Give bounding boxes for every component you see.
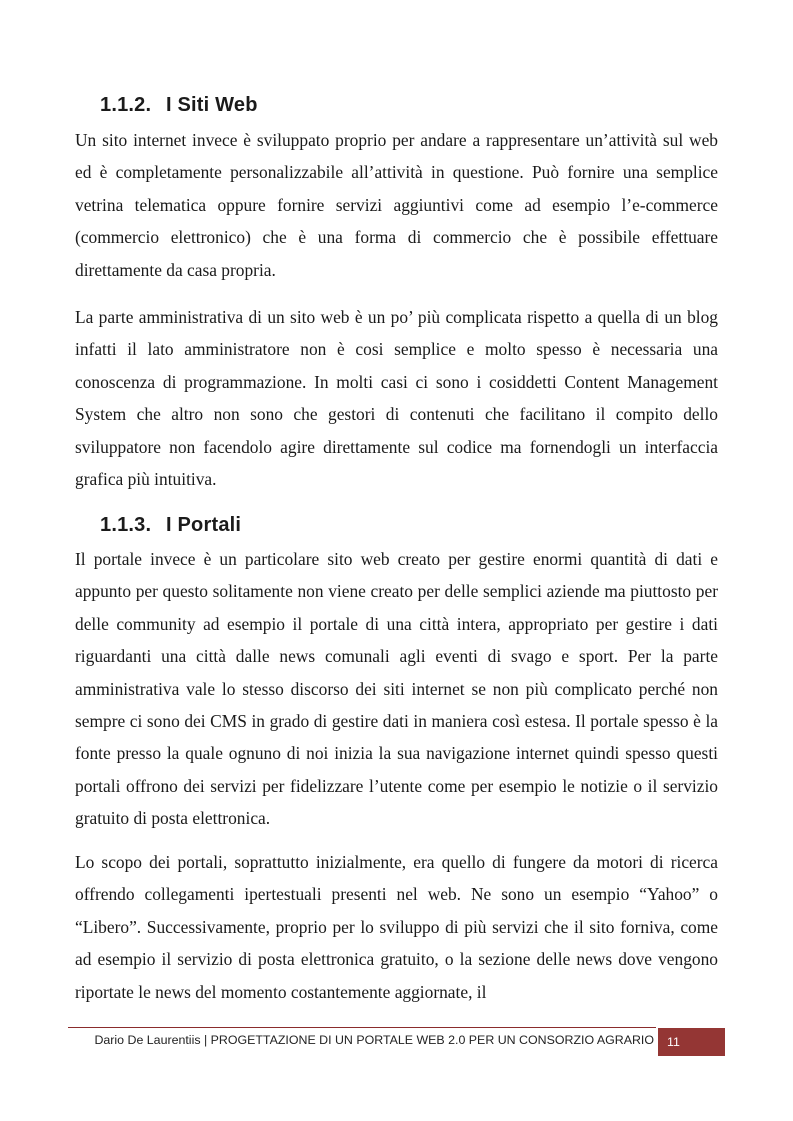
section-title: I Siti Web bbox=[166, 94, 258, 116]
paragraph: La parte amministrativa di un sito web è un po’ più complicata rispetto a quella di un blog infatti il lato amministratore non è cosi semplice e molto spesso è necessaria una conoscenza di programmazione. In molti casi ci sono i cosiddetti Content Management System che altro non sono che gestori di contenuti che facilitano il compito dello sviluppatore non facendolo agire direttamente sul codice ma fornendogli un interfaccia grafica più intuitiva. bbox=[75, 307, 718, 490]
section-title: I Portali bbox=[166, 514, 242, 536]
paragraph: Il portale invece è un particolare sito web creato per gestire enormi quantità di dati e appunto per questo solitamente non viene creato per delle semplici aziende ma piuttosto per delle community ad esempio il portale di una città intera, appropriato per gestire i dati riguardanti una città dalle news comunali agli eventi di svago e sport. Per la parte amministrativa vale lo stesso discorso dei siti internet se non più complicato perché non sempre ci sono dei CMS in grado di gestire dati in maniera così estesa. Il portale spesso è la fonte presso la quale ognuno di noi inizia la sua navigazione internet quindi spesso questi portali offrono dei servizi per fidelizzare l’utente come per esempio le notizie o il servizio gratuito di posta elettronica. bbox=[75, 549, 718, 829]
section-heading-portali bbox=[100, 514, 241, 537]
section-number: 1.1.2. bbox=[100, 94, 152, 116]
page-number-badge: 11 bbox=[658, 1028, 725, 1056]
footer-divider bbox=[68, 1027, 656, 1028]
paragraph: Lo scopo dei portali, soprattutto inizialmente, era quello di fungere da motori di ricerca offrendo collegamenti ipertestuali presenti nel web. Ne sono un esempio “Yahoo” o “Libero”. Successivamente, proprio per lo sviluppo di più servizi che il sito forniva, come ad esempio il servizio di posta elettronica gratuito, o la sezione delle news dove vengono riportate le news del momento costantemente aggiornate, il bbox=[75, 852, 718, 1002]
footer-text: Dario De Laurentiis | PROGETTAZIONE DI UN PORTALE WEB 2.0 PER UN CONSORZIO AGRARIO bbox=[94, 1033, 654, 1047]
section-heading-siti-web bbox=[100, 94, 258, 117]
section-number: 1.1.3. bbox=[100, 514, 152, 536]
paragraph: Un sito internet invece è sviluppato proprio per andare a rappresentare un’attività sul web ed è completamente personalizzabile all’attività in questione. Può fornire una semplice vetrina telematica oppure fornire servizi aggiuntivi come ad esempio l’e-commerce (commercio elettronico) che è una forma di commercio che è possibile effettuare direttamente da casa propria. bbox=[75, 130, 718, 280]
